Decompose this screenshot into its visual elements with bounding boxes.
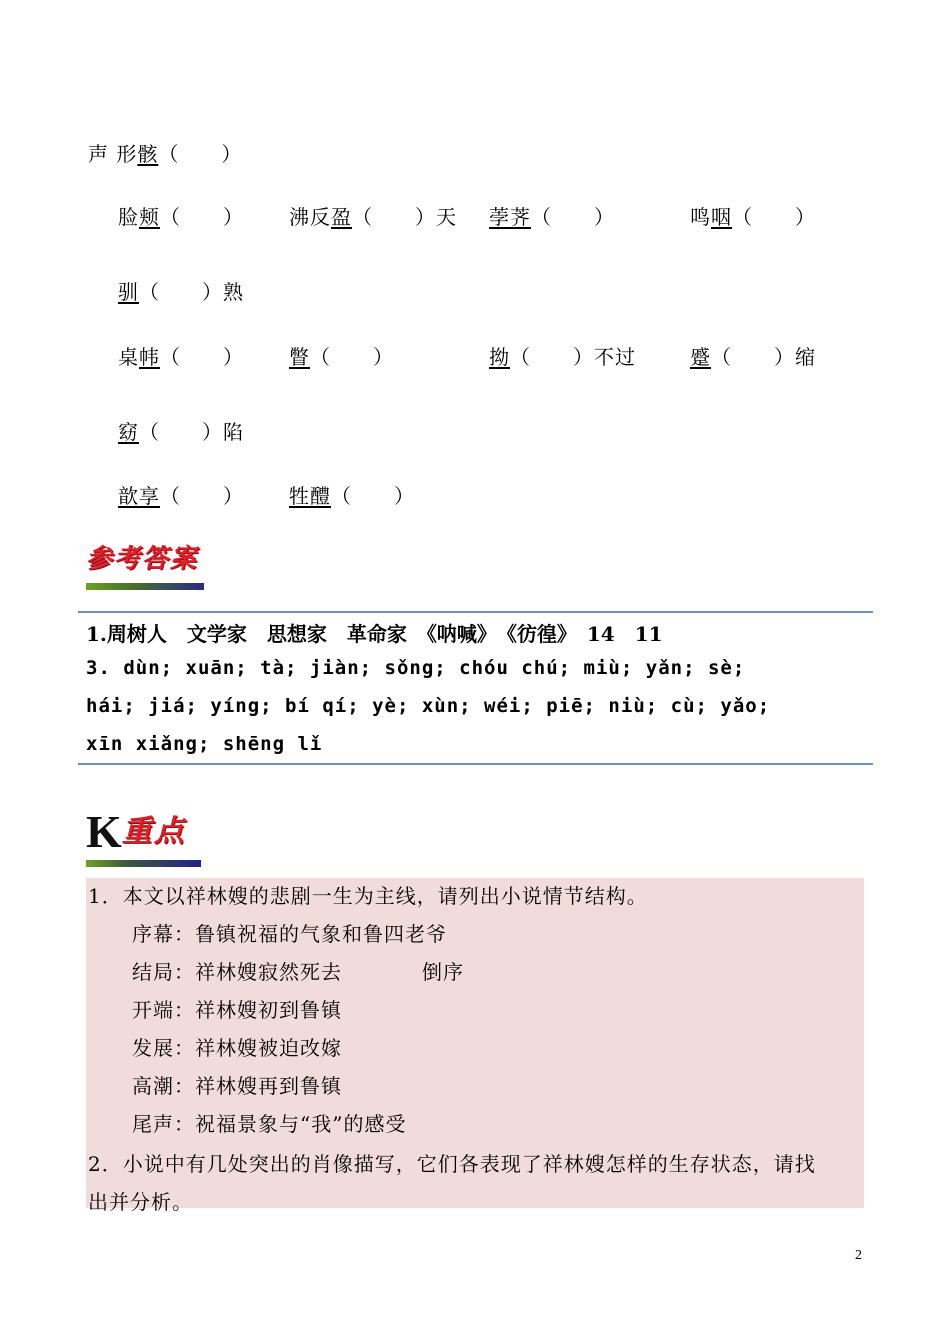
question-1: 1．本文以祥林嫂的悲剧一生为主线，请列出小说情节结构。 xyxy=(88,884,648,908)
plot-item: 序幕：鲁镇祝福的气象和鲁四老爷 xyxy=(132,922,447,946)
exercise-blank: （ ） xyxy=(160,205,244,229)
exercise-word: 拗 xyxy=(489,345,510,369)
exercise-word: 蹙 xyxy=(690,345,711,369)
exercise-item xyxy=(489,201,615,230)
page-number: 2 xyxy=(855,1248,862,1263)
exercise-item xyxy=(118,276,244,305)
exercise-word: 帏 xyxy=(139,345,160,369)
answer-line-1: 1.周树人 文学家 思想家 革命家 《呐喊》 《彷徨》 14 11 xyxy=(86,622,663,646)
exercise-item xyxy=(118,480,244,509)
exercise-word: 颊 xyxy=(139,205,160,229)
key-points-title: 重点 xyxy=(121,814,186,849)
plot-item: 开端：祥林嫂初到鲁镇 xyxy=(132,998,342,1022)
exercise-item xyxy=(118,416,244,445)
answer-line-3: hái; jiá; yíng; bí qí; yè; xùn; wéi; piē; niù; cù; yǎo; xyxy=(86,695,771,717)
exercise-item xyxy=(289,341,394,370)
answer-line-2: 3. dùn; xuān; tà; jiàn; sǒng; chóu chú; miù; yǎn; sè; xyxy=(86,657,746,679)
answer-line-4: xīn xiǎng; shēng lǐ xyxy=(86,733,323,755)
answers-top-rule xyxy=(78,611,873,613)
heading-underline-bar xyxy=(86,860,201,867)
exercise-blank: （ ）陷 xyxy=(139,420,244,444)
plot-item: 发展：祥林嫂被迫改嫁 xyxy=(132,1036,342,1060)
exercise-prefix: 沸反 xyxy=(289,205,331,229)
exercise-blank: （ ） xyxy=(732,205,816,229)
exercise-line-1 xyxy=(88,138,242,167)
exercise-item xyxy=(690,201,816,230)
plot-item: 高潮：祥林嫂再到鲁镇 xyxy=(132,1074,342,1098)
exercise-blank: （ ） xyxy=(531,205,615,229)
exercise-word: 咽 xyxy=(711,205,732,229)
exercise-word: 瞥 xyxy=(289,345,310,369)
plot-item: 尾声：祝福景象与“我”的感受 xyxy=(132,1112,407,1136)
exercise-item xyxy=(118,201,244,230)
question-2: 2．小说中有几处突出的肖像描写，它们各表现了祥林嫂怎样的生存状态，请找 xyxy=(88,1152,816,1176)
exercise-prefix: 桌 xyxy=(118,345,139,369)
exercise-blank: （ ）熟 xyxy=(139,280,244,304)
exercise-blank: （ ）缩 xyxy=(711,345,816,369)
key-points-letter: K xyxy=(86,806,122,857)
exercise-blank: （ ） xyxy=(160,345,244,369)
exercise-word: 窈 xyxy=(118,420,139,444)
exercise-prefix: 鸣 xyxy=(690,205,711,229)
question-2-continued: 出并分析。 xyxy=(88,1190,193,1214)
exercise-item xyxy=(118,341,244,370)
plot-item: 结局：祥林嫂寂然死去 xyxy=(132,960,342,984)
exercise-blank: （ ）不过 xyxy=(510,345,636,369)
flashback-label: 倒序 xyxy=(422,960,464,984)
key-points-heading xyxy=(86,805,186,858)
exercise-blank: （ ） xyxy=(158,142,243,166)
exercise-word: 牲醴 xyxy=(289,484,331,508)
answers-heading: 参考答案 xyxy=(86,544,199,574)
exercise-blank: （ ） xyxy=(331,484,415,508)
exercise-blank: （ ）天 xyxy=(352,205,457,229)
exercise-word: 荸荠 xyxy=(489,205,531,229)
exercise-prefix: 脸 xyxy=(118,205,139,229)
exercise-item xyxy=(289,480,415,509)
answers-bottom-rule xyxy=(78,763,873,765)
exercise-item xyxy=(690,341,816,370)
heading-underline-bar xyxy=(86,583,204,590)
exercise-word: 驯 xyxy=(118,280,139,304)
exercise-prefix: 声 形 xyxy=(88,142,138,166)
exercise-word: 盈 xyxy=(331,205,352,229)
exercise-item xyxy=(289,201,457,230)
exercise-word: 歆享 xyxy=(118,484,160,508)
exercise-blank: （ ） xyxy=(160,484,244,508)
exercise-word: 骸 xyxy=(137,142,159,166)
exercise-item xyxy=(489,341,636,370)
exercise-blank: （ ） xyxy=(310,345,394,369)
